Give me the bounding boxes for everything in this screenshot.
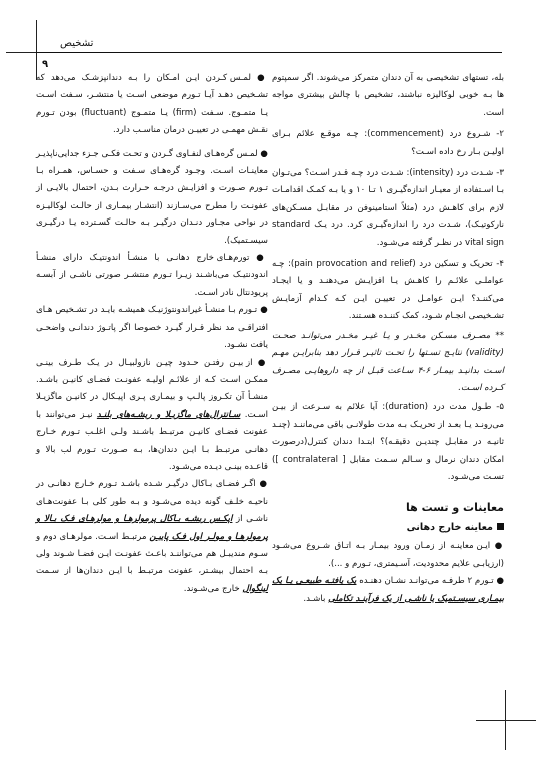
bullet-item: ● تـورم ۲ طرفـه می‌توانـد نشـان دهنـده یک یافتـه طبیعـی یـا یک بیمـاری سیسـتمیک یا ناشـی از یک فرآینـد تکاملی باشـد. [272,576,504,604]
intro-paragraph: بله، تستهای تشخیصی به آن دندان متمرکز می‌شوند. اگر سمپتوم ها بـه خوبی لوکالیزه نباشند، تشخیص با چالش بیشتری مواجه است. [272,73,504,118]
bullet-item: ● لمـس کـردن ایـن امـکان را بـه دندانپزشـک می‌دهد که تشـخیص دهـد آیـا تـورم موضعی اسـت یا منتشـر، سـفت اسـت یـا متمـوج. سـفت (firm) یـا متمـوج (fluctuant) بودن تـورم نقـش مهمـی در تعییـن درمان مناسـب دارد. [36,73,268,136]
bullet-text: نیـز می‌توانند با عفونت فضـای کانیـن مرتبـط باشـند ولـی اغلـب تـورم خـارج دهانـی مرتبـط بـا ایـن دندان‌ها، بـه صـورت تـورم لب بالا و قاعـده بینـی دیـده می‌شـود. [36,409,268,472]
bullet-item: ● از بیـن رفتـن حـدود چیـن نازولبیـال در یـک طـرف بینـی ممکـن اسـت کـه از علائـم اولیـه عفونـت فضـای کانیـن باشـد. منشـأ آن تکـروز پالـپ و بیمـاری پـری اپیـکال در کانیـن ماگزیـلا اسـت. سـانترال‌های ماگزیـلا و ریشـه‌های بلنـد نیـز می‌توانند با عفونت فضـای کانیـن مرتبـط باشـند ولـی اغلـب تـورم خـارج دهانـی مرتبـط بـا ایـن دندان‌ها، بـه صـورت تـورم لب بالا و قاعـده بینـی دیـده می‌شـود. [36,357,269,472]
crop-mark-bottom-right-h [476,720,536,721]
subsection-heading-text: معاینه خارج دهانی [406,522,493,534]
emphasis-text: یک یافتـه طبیعـی یـا یک بیمـاری سیسـتمیک یا ناشـی از یک فرآینـد تکاملی [272,576,504,604]
emphasis-text: سـانترال‌های ماگزیـلا و ریشـه‌های بلنـد [96,409,241,420]
running-header: تشخیص [60,38,94,49]
right-column [272,70,504,608]
bullet-item: ● لمـس گره‌هـای لنفـاوی گـردن و تحـت فکـی جـزء جدایی‌ناپذیـر معاینـات اسـت. وجـود گره‌هـای سـفت و حسـاس، همـراه بـا تـورم صـورت و افزایـش درجـه حـرارت بـدن، احتمال بالایـی از عفونـت را مطرح می‌سـازند (انتشـار بیمـاری از حالـت لوکالیـزه در نواحی مجـاور دنـدان درگیـر بـه حالـت گسـترده یـا درگیـری سیسـتمیک). [36,148,268,246]
subsection-heading [272,518,504,538]
bullet-text: تـورم ۲ طرفـه می‌توانـد نشـان دهنـده [359,576,494,587]
bullet-text: از بیـن رفتـن حـدود چیـن نازولبیـال در یـک طـرف بینـی ممکـن اسـت کـه از علائـم اولیـه عفونـت فضـای کانیـن باشـد. منشـأ آن تکـروز پالـپ و بیمـاری پـری اپیـکال در کانیـن ماگزیـلا اسـت. [36,357,269,420]
bullet-text: ایـن معاینـه از زمـان ورود بیمـار بـه اتـاق شـروع می‌شـود (ارزیابـی علایم محدودیت، آسـیمتری، تـورم و ...). [272,541,504,569]
question-duration: ۵- طـول مدت درد (duration): آیا علائم به سـرعت از بیـن می‌رونـد یـا بعـد از تحریـک بـه مدت طولانـی باقی می‌ماننـد (چنـد ثانیـه در مقابـل چندیـن دقیقـه)؟ ابتـدا دندان کنترل(درصورت امکان دندان نرمال و سـالم سـمت مقابل [ contralateral ]) تسـت می‌شـود. [272,402,505,482]
question-intensity: ۳- شـدت درد (intensity): شـدت درد چـه قـدر اسـت؟ می‌تـوان بـا اسـتفاده از معیـار اندازه‌گیـری ۱ تـا ۱۰ و یا بـه کمـک اقدامـات لازم برای کاهـش درد (مثلاً استامینوفن در مقابـل مسـکن‌های نارکوتیـک)، شـدت درد را اندازه‌گیـری کرد. درد یـک standard vital sign در نظـر گرفته می‌شـود. [272,168,504,248]
crop-mark-bottom-right-v [505,690,506,750]
bullet-text: لمـس گره‌هـای لنفـاوی گـردن و تحـت فکـی جـزء جدایی‌ناپذیـر معاینـات اسـت. وجـود گره‌هـای سـفت و حسـاس، همـراه بـا تـورم صـورت و افزایـش درجـه حـرارت بـدن، احتمال بالایـی از عفونـت را مطرح می‌سـازند (انتشـار بیمـاری از حالـت لوکالیـزه در نواحی مجـاور دنـدان درگیـر بـه حالـت گسـترده یـا درگیـری سیسـتمیک). [36,148,268,246]
bullet-text: اگـر فضـای بـاکال درگیـر شـده باشـد تـورم خـارج دهانـی در ناحیـه خلـف گونه دیده می‌شـود و بـه طور کلی بـا عفونت‌هـای ناشـی از [36,479,268,525]
question-provocation: ۴- تحریک و تسکین درد (pain provocation and relief): چـه عواملـی علائـم را کاهـش یـا افزایـش می‌دهنـد و یا ایجـاد می‌کننـد؟ ایـن عوامـل در تعییـن ایـن کـه کـدام آزمایـش تشـخیصی انجـام شـود، کمک کننـده هسـتند. [272,259,505,322]
left-column [36,70,268,598]
question-commencement: ۲- شـروع درد (commencement): چـه موقـع علائم بـرای اولیـن بـار رخ داده اسـت؟ [272,129,504,157]
section-heading: معاینات و تست ها [405,501,504,515]
square-bullet-icon [497,523,504,530]
bullet-item: ● اگـر فضـای بـاکال درگیـر شـده باشـد تـورم خـارج دهانـی در ناحیـه خلـف گونه دیده می‌شـود و بـه طور کلی بـا عفونت‌هـای ناشـی از اپکـس ریشـه بـاکال پرمولرهـا و مولرهـای فـک بـالا و پرمولرهـا و مولـر اول فـک پاییـن مرتبـط اسـت. مولرهـای دوم و سـوم مندیبـل هم می‌تواننـد باعـث عفونـت ایـن فضـا شـوند ولی بـه احتمال بیشـتر، عفونت مرتبـط با ایـن دندان‌ها از سـمت لینگوال خارج می‌شـوند. [36,479,269,594]
bullet-item: ● ایـن معاینـه از زمـان ورود بیمـار بـه اتـاق شـروع می‌شـود (ارزیابـی علایم محدودیت، آسـیمتری، تـورم و ...). [272,541,505,569]
bullet-text: باشـد. [303,593,326,604]
page-number: ۹ [42,59,49,70]
header-rule [36,52,502,53]
emphasis-text: اپکـس ریشـه بـاکال پرمولرهـا و مولرهـای فـک بـالا و پرمولرهـا و مولـر اول فـک پاییـن [36,514,269,542]
emphasis-text: لینگوال [242,583,268,594]
bullet-text: لمـس کـردن ایـن امـکان را بـه دندانپزشـک می‌دهد که تشـخیص دهـد آیـا تـورم موضعی اسـت یا منتشـر، سـفت اسـت یـا متمـوج. سـفت (firm) یـا متمـوج (fluctuant) بودن تـورم نقـش مهمـی در تعییـن درمان مناسـب دارد. [36,73,268,136]
note-paragraph: ** مصـرف مسـکن مخـدر و یـا غیـر مخـدر می‌توانـد صحـت (validity) نتایـج تسـتها را تحـت تاثیـر قـرار دهد بنابرایـن مهـم اسـت بدانیـد بیمـار ۶-۴ سـاعت قبـل از چه داروهایـی مصـرف کـرده اسـت. [272,330,504,393]
bullet-text: تورم‌هـای خارج دهانـی با منشـأ اندونتیـک دارای منشـأ اندودنتیـک می‌باشـند زیـرا تـورم منتشـر صورتی ناشـی از آبسـه پریودنتال نادر اسـت. [36,253,268,298]
bullet-text: تـورم بـا منشـأ غیراندونتوژنیـک همیشـه بایـد در تشـخیص هـای افتراقـی مد نظر قـرار گیـرد خصوصا اگر پاتـوژ دندانـی واضحـی یافت نشـود. [36,305,268,351]
bullet-item: ● تورم‌هـای خارج دهانـی با منشـأ اندونتیـک دارای منشـأ اندودنتیـک می‌باشـند زیـرا تـورم منتشـر صورتی ناشـی از آبسـه پریودنتال نادر اسـت. [36,253,268,298]
bullet-text: مرتبـط اسـت. مولرهـای دوم و سـوم مندیبـل هم می‌تواننـد باعـث عفونـت ایـن فضـا شـوند ولی بـه احتمال بیشـتر، عفونت مرتبـط با ایـن دندان‌ها از سـمت [36,531,268,577]
bullet-text: خارج می‌شـوند. [183,583,240,594]
bullet-item: ● تـورم بـا منشـأ غیراندونتوژنیـک همیشـه بایـد در تشـخیص هـای افتراقـی مد نظر قـرار گیـرد خصوصا اگر پاتـوژ دندانـی واضحـی یافت نشـود. [36,305,268,351]
